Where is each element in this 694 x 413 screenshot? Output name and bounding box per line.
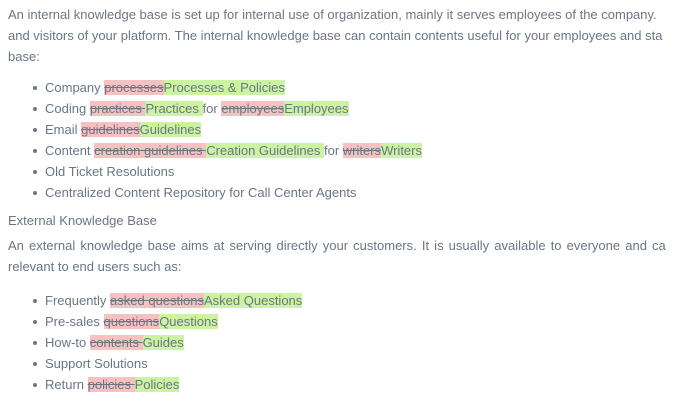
- deleted-text: policies: [87, 377, 135, 392]
- deleted-text: questions: [103, 314, 160, 329]
- plain-text: for: [202, 101, 222, 116]
- list-item: [45, 140, 694, 161]
- plain-text: Support Solutions: [45, 356, 148, 371]
- plain-text: Return: [45, 377, 88, 392]
- inserted-text: Employees: [284, 101, 349, 116]
- plain-text: Company: [45, 80, 105, 95]
- list-item: [45, 311, 694, 332]
- deleted-text: guidelines: [81, 122, 140, 137]
- inserted-text: Practices: [145, 101, 203, 116]
- plain-text: for: [323, 143, 343, 158]
- list-item: [45, 77, 694, 98]
- plain-text: Email: [45, 122, 82, 137]
- intro-paragraph: [8, 4, 694, 67]
- list-item: [45, 332, 694, 353]
- list-item: [45, 161, 694, 182]
- plain-text: How-to: [45, 335, 90, 350]
- deleted-text: processes: [104, 80, 164, 95]
- deleted-text: writers: [342, 143, 382, 158]
- inserted-text: Writers: [381, 143, 422, 158]
- list-item: [45, 374, 694, 395]
- deleted-text: creation guidelines: [94, 143, 207, 158]
- external-paragraph: [8, 235, 694, 277]
- inserted-text: Processes & Policies: [163, 80, 285, 95]
- list-item: [45, 119, 694, 140]
- list-item: [45, 353, 694, 374]
- inserted-text: Creation Guidelines: [206, 143, 324, 158]
- plain-text: Coding: [45, 101, 90, 116]
- deleted-text: employees: [221, 101, 285, 116]
- list-item: [45, 182, 694, 203]
- document-page: [8, 4, 694, 395]
- plain-text: Old Ticket Resolutions: [45, 164, 175, 179]
- paragraph-line: relevant to end users such as:: [8, 259, 182, 274]
- inserted-text: Questions: [159, 314, 218, 329]
- deleted-text: contents: [89, 335, 143, 350]
- deleted-text: practices: [89, 101, 146, 116]
- deleted-text: asked questions: [110, 293, 204, 308]
- inserted-text: Guidelines: [139, 122, 202, 137]
- paragraph-line: An internal knowledge base is set up for internal use of organization, mainly it serves employees of the company.: [8, 7, 657, 22]
- paragraph-line: and visitors of your platform. The internal knowledge base can contain contents useful for your employees and sta: [8, 28, 663, 43]
- list-item: [45, 98, 694, 119]
- inserted-text: Policies: [134, 377, 180, 392]
- paragraph-line: An external knowledge base aims at serving directly your customers. It is usually available to everyone and ca: [8, 238, 666, 253]
- plain-text: Frequently: [45, 293, 111, 308]
- internal-topics-list: [8, 77, 694, 203]
- section-heading: External Knowledge Base: [8, 213, 157, 228]
- plain-text: Pre-sales: [45, 314, 104, 329]
- plain-text: Content: [45, 143, 95, 158]
- inserted-text: Asked Questions: [204, 293, 303, 308]
- list-item: [45, 290, 694, 311]
- plain-text: Centralized Content Repository for Call Center Agents: [45, 185, 357, 200]
- paragraph-line: base:: [8, 49, 40, 64]
- inserted-text: Guides: [142, 335, 184, 350]
- external-topics-list: [8, 290, 694, 395]
